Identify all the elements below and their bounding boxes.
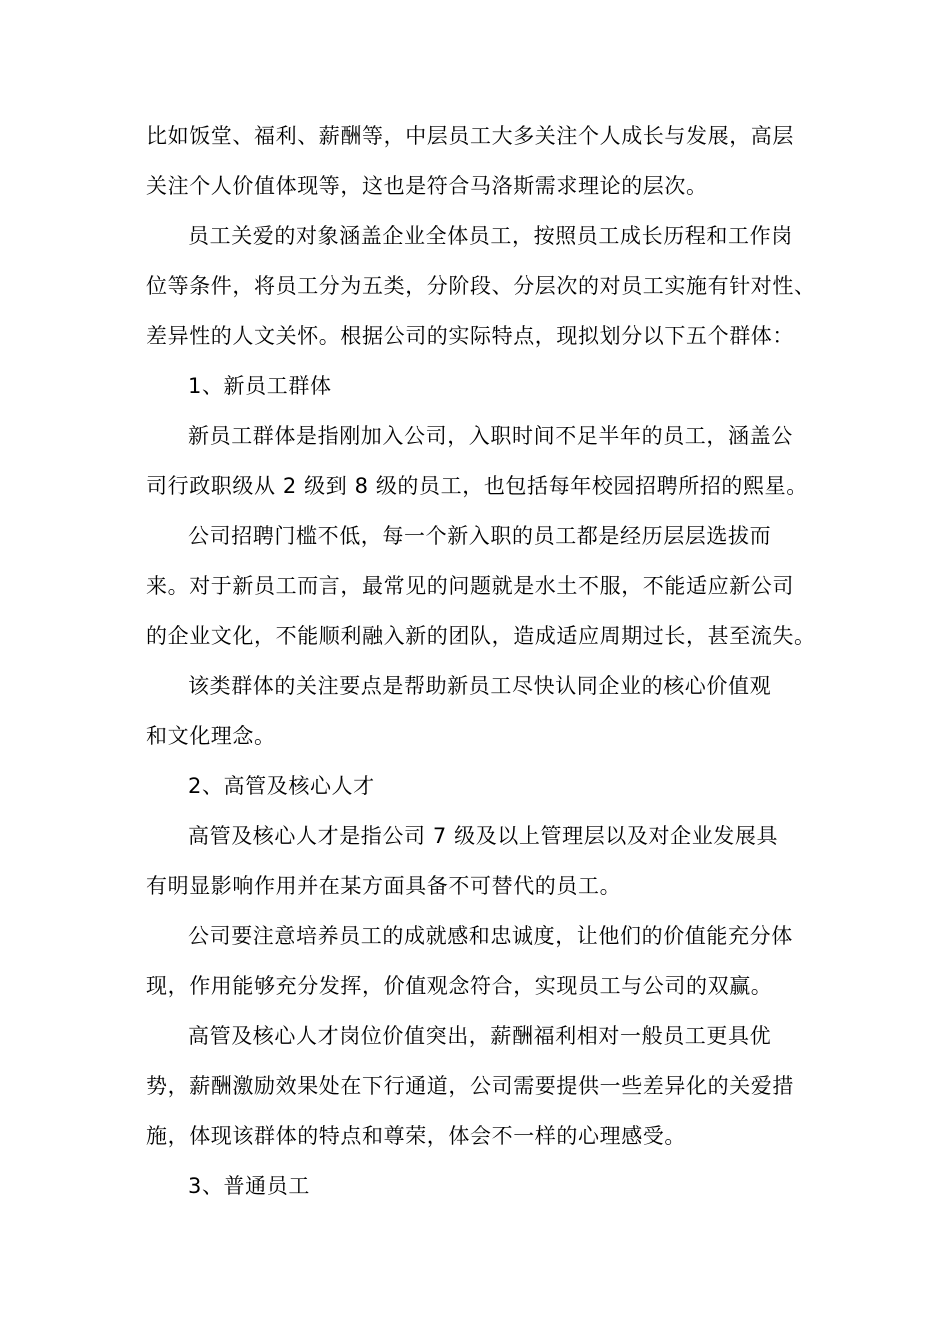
text-line: 的企业文化，不能顺利融入新的团队，造成适应周期过长，甚至流失。 xyxy=(146,624,816,648)
text-line: 差异性的人文关怀。根据公司的实际特点，现拟划分以下五个群体： xyxy=(146,324,794,348)
paragraph-start: 公司招聘门槛不低，每一个新入职的员工都是经历层层选拔而 xyxy=(188,524,772,548)
section-heading-regular-employees: 3、普通员工 xyxy=(188,1174,310,1198)
paragraph-start: 新员工群体是指刚加入公司，入职时间不足半年的员工，涵盖公 xyxy=(188,424,793,448)
paragraph-start: 公司要注意培养员工的成就感和忠诚度，让他们的价值能充分体 xyxy=(188,924,793,948)
text-line: 和文化理念。 xyxy=(146,724,276,748)
text-line: 比如饭堂、福利、薪酬等，中层员工大多关注个人成长与发展，高层 xyxy=(146,124,794,148)
paragraph-start: 员工关爱的对象涵盖企业全体员工，按照员工成长历程和工作岗 xyxy=(188,224,793,248)
text-line: 位等条件，将员工分为五类，分阶段、分层次的对员工实施有针对性、 xyxy=(146,274,816,298)
paragraph-start: 该类群体的关注要点是帮助新员工尽快认同企业的核心价值观 xyxy=(188,674,772,698)
paragraph-start: 高管及核心人才岗位价值突出，薪酬福利相对一般员工更具优 xyxy=(188,1024,772,1048)
text-line: 关注个人价值体现等，这也是符合马洛斯需求理论的层次。 xyxy=(146,174,708,198)
text-line: 有明显影响作用并在某方面具备不可替代的员工。 xyxy=(146,874,622,898)
text-line: 施，体现该群体的特点和尊荣，体会不一样的心理感受。 xyxy=(146,1124,686,1148)
section-heading-executives: 2、高管及核心人才 xyxy=(188,774,375,798)
text-line: 势，薪酬激励效果处在下行通道，公司需要提供一些差异化的关爱措 xyxy=(146,1074,794,1098)
text-line: 司行政职级从 2 级到 8 级的员工，也包括每年校园招聘所招的熙星。 xyxy=(146,474,808,498)
text-line: 现，作用能够充分发挥，价值观念符合，实现员工与公司的双赢。 xyxy=(146,974,773,998)
paragraph-start: 高管及核心人才是指公司 7 级及以上管理层以及对企业发展具 xyxy=(188,824,779,848)
section-heading-new-employees: 1、新员工群体 xyxy=(188,374,332,398)
text-line: 来。对于新员工而言，最常见的问题就是水土不服，不能适应新公司 xyxy=(146,574,794,598)
